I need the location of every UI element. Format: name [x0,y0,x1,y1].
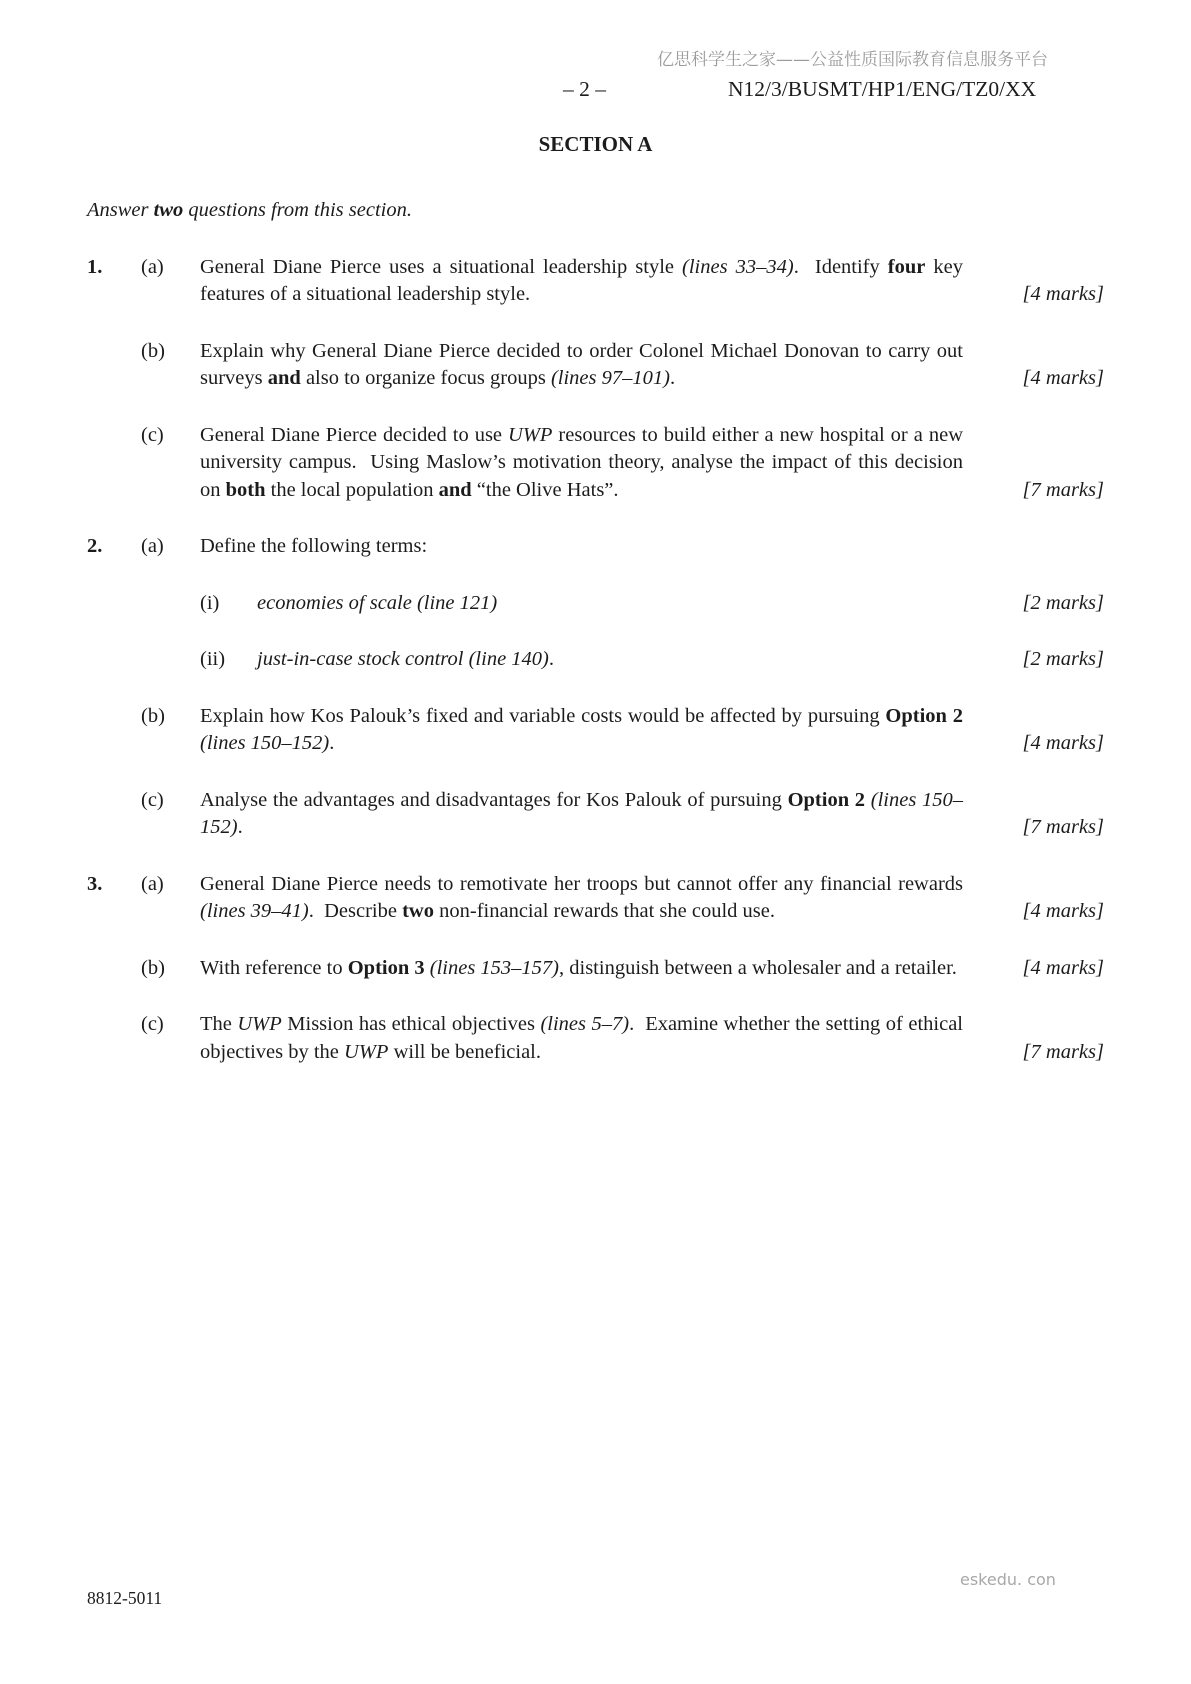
paper-reference-code: N12/3/BUSMT/HP1/ENG/TZ0/XX [728,77,1037,101]
marks-label: [7 marks] [1022,816,1104,838]
question-number [87,787,141,842]
part-label [141,590,200,618]
part-text: Analyse the advantages and disadvantages for Kos Palouk of pursuing Option 2 (lines 150–152). [200,788,963,838]
paper-body [87,131,1104,1066]
question-part-2c [87,787,1104,842]
marks-label: [4 marks] [1022,900,1104,922]
question-2 [87,533,1104,842]
section-title: SECTION A [538,132,653,156]
question-number: 3. [87,872,103,895]
part-label: (a) [141,255,164,278]
subpart-label: (ii) [200,648,226,670]
part-label: (b) [141,339,165,362]
question-3 [87,871,1104,1067]
question-part-2b [87,703,1104,758]
question-number [87,1011,141,1066]
part-text: General Diane Pierce needs to remotivate her troops but cannot offer any financial rewards (lines 39–41). Describe two non-financial rewards that she could use. [200,872,969,922]
subpart [200,646,963,674]
question-number [87,590,141,618]
header-watermark: 亿思科学生之家——公益性质国际教育信息服务平台 [657,50,1048,70]
marks-label [963,533,1104,561]
question-1 [87,254,1104,505]
question-number [87,703,141,758]
section-instruction: Answer two questions from this section. [87,199,412,221]
page-number: – 2 – [563,77,606,101]
question-part-3c [87,1011,1104,1066]
question-number [87,646,141,674]
question-number [87,338,141,393]
part-label: (b) [141,704,165,727]
subpart-text: just-in-case stock control (line 140). [257,648,554,670]
part-text: Explain how Kos Palouk’s fixed and variable costs would be affected by pursuing Option 2 (lines 150–152). [200,704,963,754]
part-text: With reference to Option 3 (lines 153–157), distinguish between a wholesaler and a retailer. [200,956,957,979]
part-label: (c) [141,788,164,811]
question-part-1b [87,338,1104,393]
marks-label: [4 marks] [1022,367,1104,389]
part-text: General Diane Pierce uses a situational leadership style (lines 33–34). Identify four key features of a situational leadership style. [200,255,969,305]
part-label [141,646,200,674]
part-label: (a) [141,535,164,557]
marks-label: [4 marks] [1022,283,1104,305]
footer-watermark: eskedu. con [960,1570,1056,1589]
part-text: The UWP Mission has ethical objectives (lines 5–7). Examine whether the setting of ethical objectives by the UWP will be beneficial. [200,1013,969,1063]
marks-label: [2 marks] [1022,648,1104,670]
question-number [87,422,141,505]
footer-document-code: 8812-5011 [87,1588,163,1608]
question-part-3a [87,871,1104,926]
question-part-2a-ii [87,646,1104,674]
question-part-2a-i [87,590,1104,618]
part-label: (c) [141,1013,164,1035]
question-number: 2. [87,535,103,557]
subpart [200,590,963,618]
marks-label: [4 marks] [1022,732,1104,754]
marks-label: [7 marks] [1022,1040,1104,1063]
question-part-1a [87,254,1104,309]
question-part-2a [87,533,1104,561]
subpart-text: economies of scale (line 121) [257,591,498,614]
question-part-1c [87,422,1104,505]
marks-label: [2 marks] [1022,591,1104,614]
question-part-3b [87,955,1104,983]
part-label: (b) [141,956,165,979]
part-label: (c) [141,423,164,446]
part-text: Define the following terms: [200,535,428,557]
question-number: 1. [87,255,103,278]
question-number [87,955,141,983]
subpart-label: (i) [200,591,220,614]
part-label: (a) [141,872,164,895]
part-text: General Diane Pierce decided to use UWP resources to build either a new hospital or a new university campus. Using Maslow’s motivation theory, analyse the impact of this decision on both the local population and “the Olive Hats”. [200,423,969,501]
marks-label: [4 marks] [1022,956,1104,979]
marks-label: [7 marks] [1022,478,1104,501]
part-text: Explain why General Diane Pierce decided to order Colonel Michael Donovan to carry out surveys and also to organize focus groups (lines 97–101). [200,339,969,389]
